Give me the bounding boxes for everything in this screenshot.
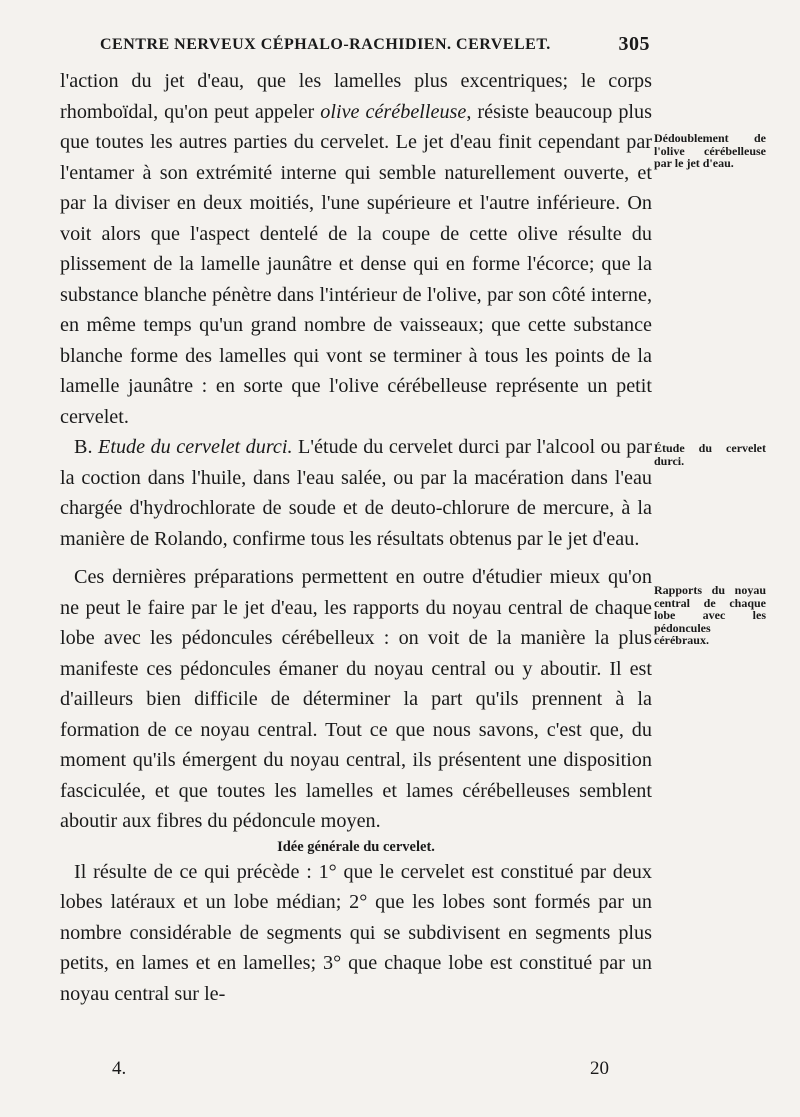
margin-note-dedoublement: Dédoublement de l'olive cérébelleuse par le jet d'eau.: [654, 131, 766, 170]
section-heading-idee-generale: Idée générale du cervelet.: [277, 838, 435, 855]
margin-note-etude-cervelet-durci: Étude du cervelet durci.: [654, 441, 766, 468]
paragraph-rapports: Ces dernières préparations permettent en outre d'étudier mieux qu'on ne peut le faire par le jet d'eau, les rapports du noyau central de chaque lobe avec les pédoncules cérébelleux : on voit de la manière la plus manifeste ces pédoncules émaner du noyau central ou y aboutir. Il est d'ailleurs bien difficile de déterminer la part qu'ils prennent à la formation de ce noyau central. Tout ce que nous savons, c'est que, du moment qu'ils émergent du noyau central, ils présentent une disposition fasciculée, et que toutes les lamelles et lames cérébelleuses semblent aboutir aux fibres du pédoncule moyen.: [60, 566, 652, 832]
paragraph-cervelet-durci: [60, 432, 652, 554]
paragraph-cervelet-durci-text: L'étude du cervelet durci par l'alcool ou par la coction dans l'huile, dans l'eau salée, ou par la macération dans l'eau chargée d'hydrochlorate de soude et de deuto-chlorure de mercure, à la manière de Rolando, confirme tous les résultats obtenus par le jet d'eau.: [60, 436, 653, 550]
term-olive-cerebelleuse: olive cérébelleuse: [320, 100, 467, 123]
page-number: 305: [618, 33, 650, 55]
paragraph-idee-generale: Il résulte de ce qui précède : 1° que le cervelet est constitué par deux lobes latéraux et un lobe médian; 2° que les lobes sont formés par un nombre considérable de segments qui se subdivisent en segments plus petits, en lames et en lamelles; 3° que chaque lobe est constitué par un noyau central sur le-: [60, 860, 652, 1005]
paragraph-olive: [60, 66, 652, 432]
sheet-number: 20: [590, 1058, 609, 1079]
main-text: [60, 66, 652, 1009]
margin-note-rapports-noyau: Rapports du noyau central de chaque lobe avec les pédoncules cérébraux.: [654, 583, 766, 647]
section-label: B.: [74, 436, 99, 458]
paragraph-olive-part2: , résiste beaucoup plus que toutes les autres parties du cervelet. Le jet d'eau finit cependant par l'entamer à son extrémité interne qui semble naturellement ouverte, et par la diviser en deux moitiés, l'une supérieure et l'autre inférieure. On voit alors que l'aspect dentelé de la coupe de cette olive résulte du plissement de la lamelle jaunâtre et dense qui en forme l'écorce; que la substance blanche pénètre dans l'intérieur de l'olive, par son côté interne, en même temps qu'un grand nombre de vaisseaux; que cette substance blanche forme des lamelles qui vont se terminer à tous les points de la lamelle jaunâtre : en sorte que l'olive cérébelleuse représente un petit cervelet.: [60, 100, 652, 428]
signature-mark: 4.: [112, 1058, 127, 1079]
paragraph-olive-part1: l'action du jet d'eau, que les lamelles plus excentriques; le corps rhomboïdal, qu'on peut appeler: [60, 70, 652, 123]
section-title-cervelet-durci: Etude du cervelet durci.: [98, 436, 293, 458]
running-title: CENTRE NERVEUX CÉPHALO-RACHIDIEN. CERVELET.: [100, 36, 551, 53]
